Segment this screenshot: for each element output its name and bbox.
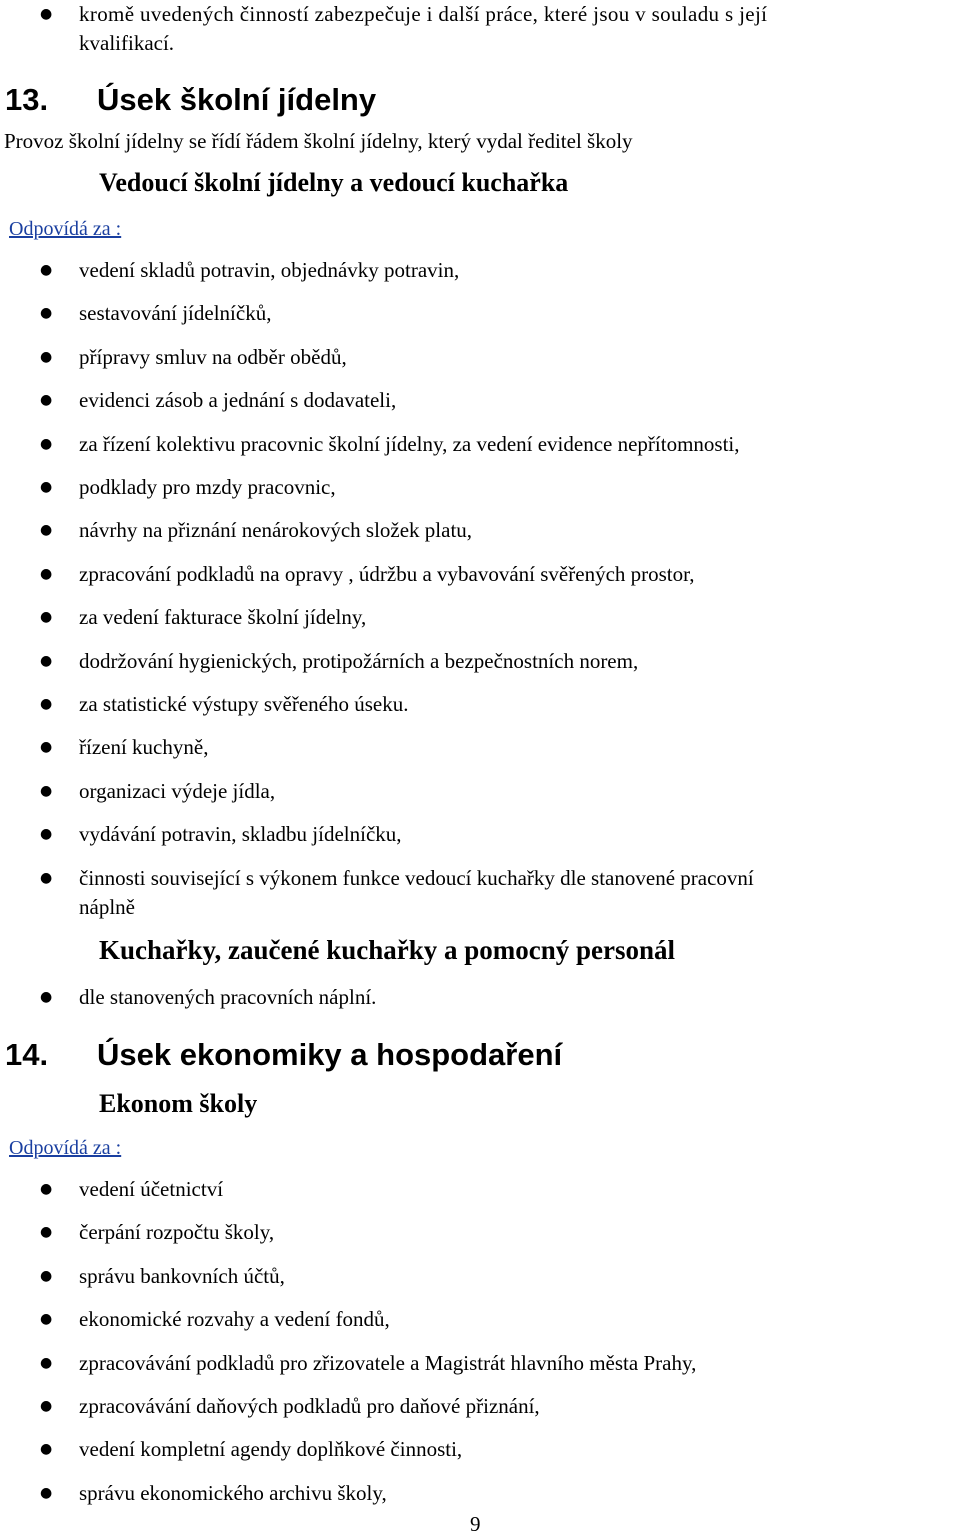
bullet-icon: ● bbox=[40, 739, 53, 756]
responsible-label: Odpovídá za : bbox=[9, 218, 122, 240]
bullet-icon: ● bbox=[40, 1484, 53, 1501]
bullet-icon: ● bbox=[40, 1311, 53, 1328]
list-item-text: sestavování jídelníčků, bbox=[79, 301, 272, 326]
bullet-icon: ● bbox=[40, 826, 53, 843]
bullet-icon: ● bbox=[40, 392, 53, 409]
list-item-text: přípravy smluv na odběr obědů, bbox=[79, 344, 347, 369]
list-item-text: kromě uvedených činností zabezpečuje i další práce, které jsou v souladu s její bbox=[79, 2, 768, 26]
list-item-text: za vedení fakturace školní jídelny, bbox=[79, 605, 367, 630]
bullet-icon: ● bbox=[40, 1398, 53, 1414]
list-item-text: řízení kuchyně, bbox=[79, 735, 209, 760]
list-item-text: zpracování podkladů na opravy , údržbu a vybavování svěřených prostor, bbox=[79, 561, 695, 586]
section-title: Úsek ekonomiky a hospodaření bbox=[97, 1037, 563, 1072]
cooks-heading: Kuchařky, zaučené kuchařky a pomocný personál bbox=[99, 935, 676, 965]
bullet-icon: ● bbox=[40, 696, 53, 712]
list-item-text: činnosti související s výkonem funkce vedoucí kuchařky dle stanovené pracovní bbox=[79, 866, 754, 890]
list-item-text: podklady pro mzdy pracovnic, bbox=[79, 475, 336, 499]
bullet-icon: ● bbox=[40, 435, 53, 452]
bullet-icon: ● bbox=[40, 522, 53, 539]
list-item-text: zpracovávání podkladů pro zřizovatele a Magistrát hlavního města Prahy, bbox=[79, 1350, 697, 1375]
list-item-text: vedení skladů potravin, objednávky potravin, bbox=[79, 258, 460, 282]
list-item-text: správu ekonomického archivu školy, bbox=[79, 1480, 387, 1505]
bullet-icon: ● bbox=[40, 989, 53, 1005]
section-title: Úsek školní jídelny bbox=[97, 82, 377, 117]
bullet-icon: ● bbox=[40, 479, 53, 495]
list-item-text: evidenci zásob a jednání s dodavateli, bbox=[79, 388, 397, 413]
bullet-icon: ● bbox=[40, 565, 53, 582]
bullet-icon: ● bbox=[40, 1181, 53, 1197]
list-item-text: vedení kompletní agendy doplňkové činnosti, bbox=[79, 1437, 463, 1462]
section-number: 13. bbox=[5, 82, 49, 117]
bullet-icon: ● bbox=[40, 1224, 53, 1241]
bullet-icon: ● bbox=[40, 1267, 53, 1284]
bullet-icon: ● bbox=[40, 348, 53, 365]
bullet-icon: ● bbox=[40, 1354, 53, 1371]
list-item-text: návrhy na přiznání nenárokových složek platu, bbox=[79, 518, 473, 543]
bullet-icon: ● bbox=[40, 305, 53, 322]
page-number: 9 bbox=[470, 1512, 481, 1536]
list-item-text: správu bankovních účtů, bbox=[79, 1263, 285, 1288]
list-item-text: vydávání potravin, skladbu jídelníčku, bbox=[79, 822, 402, 847]
list-item-text: dle stanovených pracovních náplní. bbox=[79, 985, 377, 1009]
role-heading: Vedoucí školní jídelny a vedoucí kuchařka bbox=[99, 168, 569, 197]
list-item-text-continued: náplně bbox=[79, 895, 135, 919]
role-heading: Ekonom školy bbox=[99, 1089, 258, 1118]
bullet-icon: ● bbox=[40, 1441, 53, 1458]
list-item-text: čerpání rozpočtu školy, bbox=[79, 1220, 275, 1245]
list-item-text: vedení účetnictví bbox=[79, 1177, 224, 1201]
section-number: 14. bbox=[5, 1037, 49, 1072]
list-item-text-continued: kvalifikací. bbox=[79, 31, 175, 55]
bullet-icon: ● bbox=[40, 262, 53, 278]
bullet-icon: ● bbox=[40, 652, 53, 669]
list-item-text: ekonomické rozvahy a vedení fondů, bbox=[79, 1307, 390, 1332]
bullet-icon: ● bbox=[40, 6, 53, 22]
list-item-text: za statistické výstupy svěřeného úseku. bbox=[79, 692, 409, 716]
list-item-text: organizaci výdeje jídla, bbox=[79, 778, 276, 803]
bullet-icon: ● bbox=[40, 782, 53, 799]
responsible-label: Odpovídá za : bbox=[9, 1137, 122, 1159]
bullet-icon: ● bbox=[40, 609, 53, 626]
list-item-text: dodržování hygienických, protipožárních a bezpečnostních norem, bbox=[79, 648, 639, 673]
list-item-text: zpracovávání daňových podkladů pro daňové přiznání, bbox=[79, 1394, 540, 1418]
section-intro: Provoz školní jídelny se řídí řádem školní jídelny, který vydal ředitel školy bbox=[4, 129, 633, 153]
list-item-text: za řízení kolektivu pracovnic školní jídelny, za vedení evidence nepřítomnosti, bbox=[79, 431, 740, 456]
bullet-icon: ● bbox=[40, 870, 53, 886]
